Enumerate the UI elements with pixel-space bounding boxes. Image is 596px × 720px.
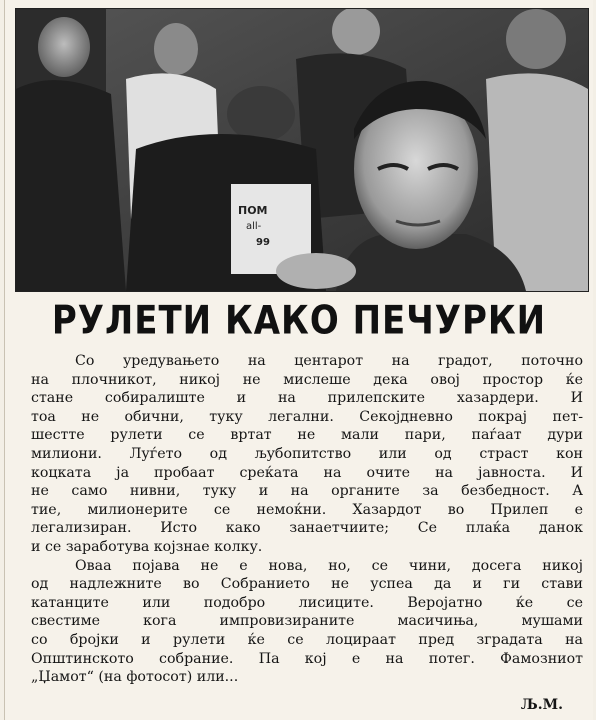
article-line: свестиме кога импровизираните масичиња, мушами [31,613,583,630]
newspaper-clipping [4,0,593,720]
article-line: коцката ја пробаат среќата на очите на јавноста. И [31,464,583,481]
shirt-print-1: ПОМ [238,204,268,217]
author-signature: Љ.М. [520,697,563,713]
article-line: „Џамот“ (на фотосот) или... [31,669,239,686]
crowd-photo-illustration [16,9,588,291]
article-line: и се заработува којзнае колку. [31,538,263,555]
article-line: Општинското собрание. Па кој е на потег. Фамозниот [31,650,583,667]
article-line: тие, милионерите се немоќни. Хазардот во Прилеп е [31,501,583,518]
article-line: со бројки и рулети ќе се лоцираат пред зградата на [31,631,583,648]
article-line: милиони. Луѓето од љубопитство или од страст кон [31,445,583,462]
news-photo [15,8,589,292]
article-line: тоа не обични, туку легални. Секојдневно покрај пет- [31,408,583,425]
article-line: не само нивни, туку и на органите за безбедност. А [31,483,583,500]
article-line: Оваа појава не е нова, но, се чини, досега никој [75,557,583,574]
headline: РУЛЕТИ КАКО ПЕЧУРКИ [51,298,547,344]
article-line: катанците или подобро лисиците. Веројатно ќе се [31,594,583,611]
article-line: од надлежните во Собранието не успеа да и ги стави [31,576,583,593]
shirt-print-3: 99 [256,237,270,248]
article-line: легализиран. Исто како занаетчиите; Се плаќа данок [31,520,583,537]
article-body [31,352,583,687]
article-line: шестте рулети се вртат не мали пари, паѓаат дури [31,427,583,444]
article-line: Со уредувањето на центарот на градот, поточно [75,353,583,369]
article-line: на плочникот, никој не мислеше дека овој простор ќе [31,371,583,388]
article-line: стане собиралиште и на прилепските хазардери. И [31,390,583,407]
shirt-print-2: all- [246,221,262,232]
